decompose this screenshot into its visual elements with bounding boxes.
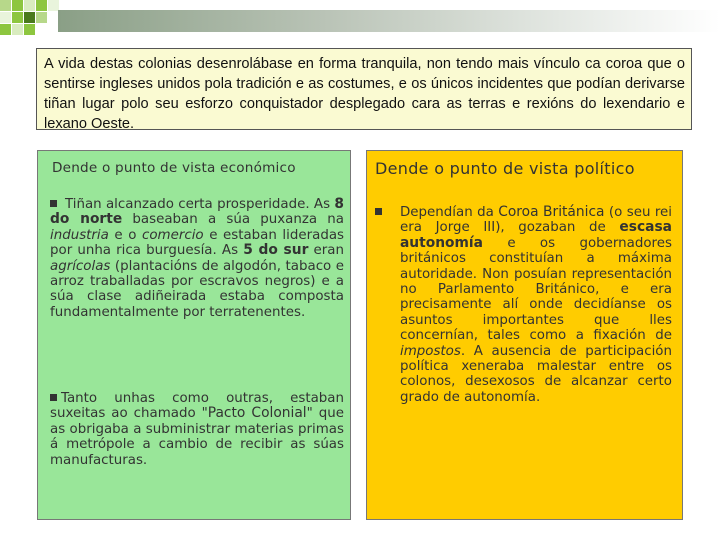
text-emphasis: Pacto Colonial bbox=[207, 405, 307, 422]
text-italic: comercio bbox=[142, 227, 204, 243]
political-heading: Dende o punto de vista político bbox=[375, 159, 635, 178]
text-span: eran bbox=[308, 243, 344, 259]
header-gradient-bar bbox=[58, 10, 720, 32]
text-span: (o seu rei era Jorge III), gozaban de bbox=[400, 205, 672, 236]
deco-square bbox=[36, 12, 47, 23]
economic-heading: Dende o punto de vista económico bbox=[52, 160, 296, 176]
bullet-square-icon bbox=[50, 200, 57, 207]
intro-text-box bbox=[36, 48, 692, 130]
deco-square bbox=[12, 0, 23, 11]
text-span: Tiñan alcanzado certa prosperidade. As bbox=[65, 197, 335, 212]
political-paragraph bbox=[400, 205, 672, 405]
economic-paragraph-1 bbox=[50, 197, 344, 320]
text-span: " que as obrigaba a subministrar materias primas á metrópole a cambio de recibir as súas manufacturas. bbox=[50, 406, 344, 468]
deco-square bbox=[36, 0, 47, 11]
text-span: e o bbox=[108, 227, 142, 243]
deco-square bbox=[12, 24, 23, 35]
text-span: e estaban lideradas por unha rica burguesía. As bbox=[50, 227, 344, 259]
text-span: baseaban a súa puxanza na bbox=[122, 212, 344, 228]
text-italic: industria bbox=[50, 227, 109, 243]
deco-square bbox=[0, 12, 11, 23]
political-column bbox=[366, 150, 683, 520]
text-italic: agrícolas bbox=[50, 258, 111, 274]
text-emphasis: Coroa Británica bbox=[498, 204, 605, 220]
decorative-squares bbox=[0, 0, 60, 40]
text-span: (plantacións de algodón, tabaco e arroz traballadas por escravos negros) e a súa clase adiñeirada estaba composta fundamentalmente por terratenentes. bbox=[50, 258, 344, 320]
text-bold: 5 do sur bbox=[243, 242, 309, 259]
text-span: e os gobernadores británicos constituían a máxima autoridade. Non posuían representación no Parlamento Británico, e era precisamente alí onde decidíanse os asuntos importantes que lles concernían, tales como a fixación de bbox=[400, 235, 672, 344]
text-bold: escasa autonomía bbox=[400, 219, 672, 251]
text-span: Dependían da bbox=[400, 205, 499, 220]
text-span: . A ausencia de participación política xeneraba malestar entre os colonos, desexosos de alcanzar certo grado de autonomía. bbox=[400, 343, 672, 405]
text-span: Tanto unhas como outras, estaban suxeitas ao chamado " bbox=[50, 391, 344, 422]
text-italic: impostos bbox=[400, 343, 461, 359]
deco-square bbox=[24, 0, 35, 11]
deco-square bbox=[0, 0, 11, 11]
deco-square bbox=[0, 24, 11, 35]
intro-text: A vida destas colonias desenrolábase en forma tranquila, non tendo mais vínculo ca coroa que o sentirse ingleses unidos pola tradición e as costumes, e os únicos incidentes que podían derivarse tiñan lugar polo seu esforzo conquistador desplegado cara as terras e rexións do lexendario e lexano Oeste. bbox=[44, 56, 685, 132]
economic-column bbox=[37, 150, 351, 520]
text-bold: 8 do norte bbox=[50, 196, 344, 228]
bullet-square-icon bbox=[50, 394, 57, 401]
deco-square bbox=[24, 12, 35, 23]
deco-square bbox=[12, 12, 23, 23]
bullet-square-icon bbox=[375, 208, 382, 215]
economic-paragraph-2 bbox=[50, 391, 344, 468]
deco-square bbox=[24, 24, 35, 35]
